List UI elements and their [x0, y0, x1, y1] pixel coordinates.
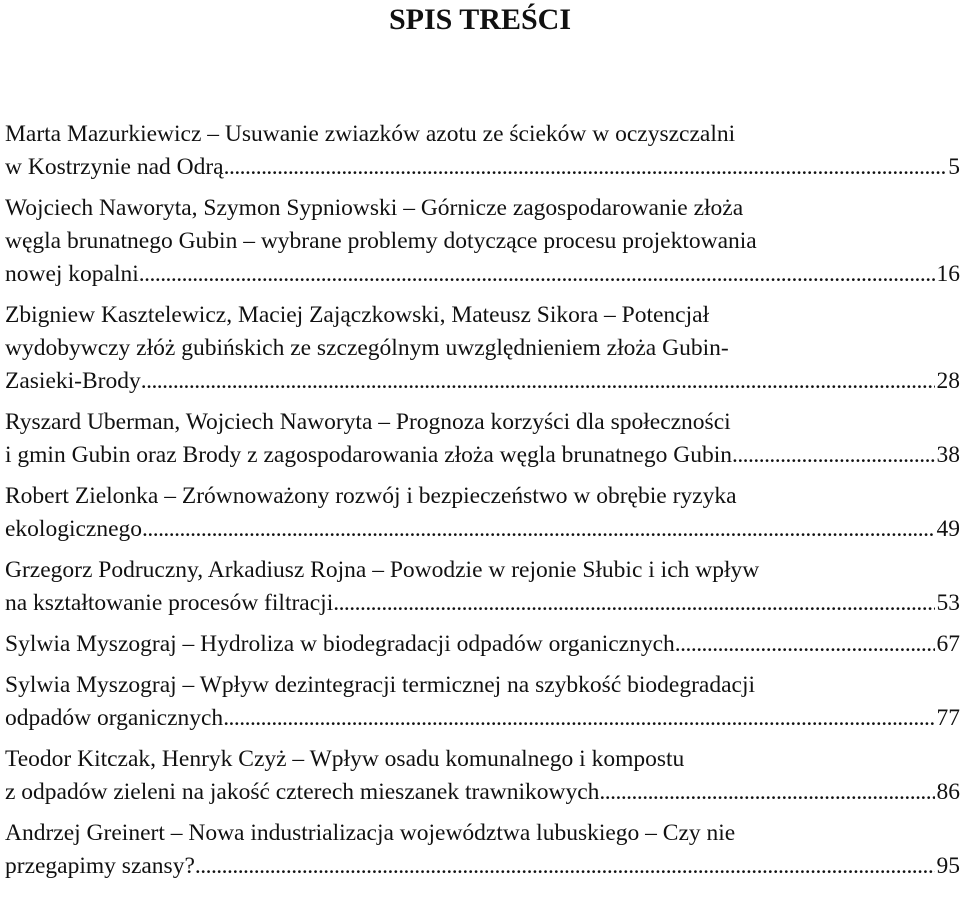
toc-entry-leader-line [5, 365, 960, 398]
toc-entry-title-last-line: przegapimy szansy? [5, 853, 195, 879]
toc-page-number: 77 [936, 705, 960, 731]
table-of-contents [5, 118, 960, 891]
toc-entry-title-last-line: i gmin Gubin oraz Brody z zagospodarowania złoża węgla brunatnego Gubin [5, 442, 732, 468]
toc-entry-leader-line [5, 513, 960, 546]
dot-leader [599, 776, 934, 809]
toc-entry [5, 192, 960, 291]
page-title: SPIS TREŚCI [388, 3, 572, 36]
toc-entry [5, 669, 960, 735]
toc-entry-leader-line [5, 776, 960, 809]
toc-page-number: 95 [936, 853, 960, 879]
toc-entry-leader-line [5, 587, 960, 620]
toc-entry-leader-line [5, 439, 960, 472]
dot-leader [195, 850, 935, 883]
toc-page-number: 28 [936, 368, 960, 394]
toc-page-number: 53 [936, 590, 960, 616]
toc-entry-title-line: Andrzej Greinert – Nowa industrializacja województwa lubuskiego – Czy nie [5, 820, 736, 846]
toc-entry-title-line: Marta Mazurkiewicz – Usuwanie zwiazków azotu ze ścieków w oczyszczalni [5, 121, 736, 147]
toc-page-number: 38 [936, 442, 960, 468]
dot-leader [333, 587, 934, 620]
toc-entry-title-line: Zbigniew Kasztelewicz, Maciej Zajączkowski, Mateusz Sikora – Potencjał [5, 302, 710, 328]
toc-entry [5, 118, 960, 184]
toc-entry-title-line: Wojciech Naworyta, Szymon Sypniowski – Górnicze zagospodarowanie złoża [5, 195, 744, 221]
toc-entry-title-last-line: ekologicznego [5, 516, 143, 542]
toc-entry [5, 554, 960, 620]
toc-page-number: 16 [936, 261, 960, 287]
dot-leader [141, 365, 935, 398]
dot-leader [139, 258, 935, 291]
toc-entry-title-line: Grzegorz Podruczny, Arkadiusz Rojna – Powodzie w rejonie Słubic i ich wpływ [5, 557, 760, 583]
toc-entry-title-line: węgla brunatnego Gubin – wybrane problemy dotyczące procesu projektowania [5, 228, 757, 254]
toc-entry-title-last-line: na kształtowanie procesów filtracji [5, 590, 334, 616]
toc-entry [5, 743, 960, 809]
toc-entry [5, 299, 960, 398]
toc-entry-title-line: Sylwia Myszograj – Wpływ dezintegracji termicznej na szybkość biodegradacji [5, 672, 756, 698]
dot-leader [675, 628, 935, 661]
dot-leader [142, 513, 934, 546]
toc-entry-leader-line [5, 702, 960, 735]
toc-entry-title-last-line: odpadów organicznych [5, 705, 224, 731]
toc-entry [5, 817, 960, 883]
toc-entry-title-line: wydobywczy złóż gubińskich ze szczególnym uwzględnieniem złoża Gubin- [5, 335, 729, 361]
toc-entry-leader-line [5, 850, 960, 883]
toc-entry-title-last-line: Zasieki-Brody [5, 368, 141, 394]
toc-page-number: 5 [948, 154, 960, 180]
toc-entry-title-line: Teodor Kitczak, Henryk Czyż – Wpływ osadu komunalnego i kompostu [5, 746, 685, 772]
toc-entry [5, 628, 960, 661]
toc-entry-title-last-line: w Kostrzynie nad Odrą [5, 154, 224, 180]
toc-entry-title-last-line: z odpadów zieleni na jakość czterech mieszanek trawnikowych [5, 779, 600, 805]
toc-entry [5, 480, 960, 546]
toc-page-number: 86 [936, 779, 960, 805]
dot-leader [223, 702, 934, 735]
toc-entry-title-line: Robert Zielonka – Zrównoważony rozwój i bezpieczeństwo w obrębie ryzyka [5, 483, 737, 509]
toc-page-number: 67 [936, 631, 960, 657]
toc-entry-title-last-line: nowej kopalni [5, 261, 139, 287]
toc-entry-title-last-line: Sylwia Myszograj – Hydroliza w biodegradacji odpadów organicznych [5, 631, 675, 657]
toc-entry-leader-line [5, 258, 960, 291]
toc-entry [5, 406, 960, 472]
dot-leader [224, 151, 947, 184]
toc-entry-title-line: Ryszard Uberman, Wojciech Naworyta – Prognoza korzyści dla społeczności [5, 409, 731, 435]
toc-entry-leader-line [5, 151, 960, 184]
dot-leader [732, 439, 935, 472]
toc-entry-leader-line [5, 628, 960, 661]
toc-page-number: 49 [936, 516, 960, 542]
